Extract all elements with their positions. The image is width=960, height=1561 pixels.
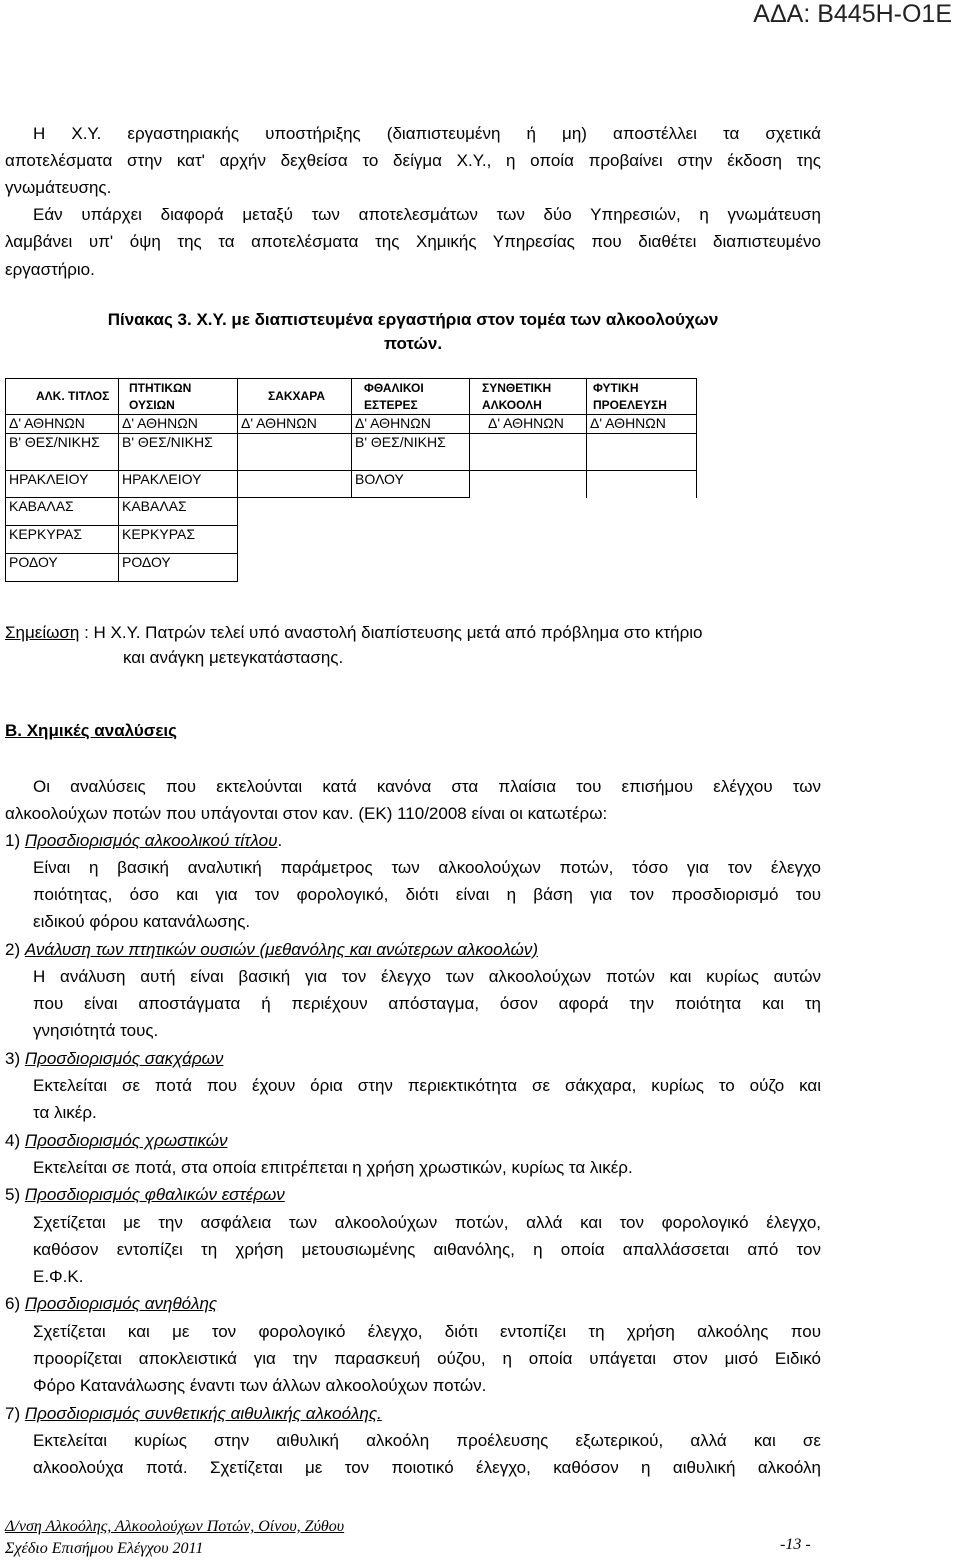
item-2-number: 2): [5, 940, 25, 959]
item-2-title: Ανάλυση των πτητικών ουσιών (μεθανόλης και ανώτερων αλκοολών): [24, 940, 539, 959]
table-cell: ΡΟΔΟΥ: [119, 554, 238, 582]
item-4-heading: [5, 1130, 227, 1151]
intro-line-1: Η Χ.Υ. εργαστηριακής υποστήριξης (διαπιστευμένη ή μη) αποστέλλει τα σχετικά: [33, 124, 821, 143]
table-cell: [587, 498, 697, 526]
table-cell: [470, 554, 587, 582]
table-title-line-2: ποτών.: [383, 334, 443, 353]
item-6-line-2: προορίζεται αποκλειστικά για την παρασκευή ούζου, η οποία υπάγεται στον μισό Ειδικό: [33, 1349, 821, 1368]
item-5-title: Προσδιορισμός φθαλικών εστέρων: [24, 1185, 285, 1204]
item-7-number: 7): [5, 1404, 25, 1423]
item-5-line-2: καθόσον εντοπίζει τη χρήση μετουσιωμένης αιθανόλης, η οποία απαλλάσσεται από τον: [33, 1240, 821, 1259]
item-2-line-1: Η ανάλυση αυτή είναι βασική για τον έλεγχο των αλκοολούχων ποτών και κυρίως αυτών: [33, 967, 821, 986]
item-7-title: Προσδιορισμός συνθετικής αιθυλικής αλκοόλης.: [24, 1404, 382, 1423]
header-alcohol-title: ΑΛΚ. ΤΙΤΛΟΣ: [6, 379, 119, 415]
item-5-heading: [5, 1184, 285, 1205]
table-cell: Β' ΘΕΣ/ΝΙΚΗΣ: [119, 434, 238, 471]
table-cell: [587, 471, 697, 498]
table-cell: [238, 498, 352, 526]
item-2-line-3: γνησιότητά τους.: [33, 1021, 159, 1040]
table-cell: ΡΟΔΟΥ: [6, 554, 119, 582]
item-1-line-1: Είναι η βασική αναλυτική παράμετρος των αλκοολούχων ποτών, τόσο για τον έλεγχο: [33, 858, 821, 877]
intro-line-3: γνωμάτευσης.: [5, 178, 112, 197]
table-row: [6, 498, 697, 526]
item-6-heading: [5, 1293, 217, 1314]
item-7-line-1: Εκτελείται κυρίως στην αιθυλική αλκοόλη προέλευσης εξωτερικού, αλλά και σε: [33, 1431, 821, 1450]
table-cell: ΗΡΑΚΛΕΙΟΥ: [6, 471, 119, 498]
table-cell: Δ' ΑΘΗΝΩΝ: [238, 415, 352, 434]
section-b-title: Β. Χημικές αναλύσεις: [5, 721, 177, 740]
table-row: [6, 554, 697, 582]
item-3-line-1: Εκτελείται σε ποτά που έχουν όρια στην περιεκτικότητα σε σάκχαρα, κυρίως το ούζο και: [33, 1076, 821, 1095]
note-text: : Η Χ.Υ. Πατρών τελεί υπό αναστολή διαπίστευσης μετά από πρόβλημα στο κτήριο: [79, 623, 703, 642]
table-cell: [470, 471, 587, 498]
table-cell: [470, 498, 587, 526]
header-plant-origin: ΦΥΤΙΚΗ ΠΡΟΕΛΕΥΣΗ: [587, 379, 697, 415]
table-cell: [352, 554, 470, 582]
item-1-number: 1): [5, 831, 25, 850]
table-cell: [238, 471, 352, 498]
table-cell: [238, 554, 352, 582]
header-synthetic-alcohol: ΣΥΝΘΕΤΙΚΗ ΑΛΚΟΟΛΗ: [470, 379, 587, 415]
header-volatile-substances: ΠΤΗΤΙΚΩΝ ΟΥΣΙΩΝ: [119, 379, 238, 415]
item-4-line-1: Εκτελείται σε ποτά, στα οποία επιτρέπεται η χρήση χρωστικών, κυρίως τα λικέρ.: [33, 1158, 633, 1177]
item-4-title: Προσδιορισμός χρωστικών: [24, 1131, 228, 1150]
table-cell: ΚΑΒΑΛΑΣ: [119, 498, 238, 526]
table-cell: Δ' ΑΘΗΝΩΝ: [470, 415, 587, 434]
table-title-line-1: Πίνακας 3. Χ.Υ. με διαπιστευμένα εργαστήρια στον τομέα των αλκοολούχων: [107, 310, 719, 329]
item-1-title: Προσδιορισμός αλκοολικού τίτλου: [24, 831, 278, 850]
item-2-heading: [5, 939, 538, 960]
intro-line-5: λαμβάνει υπ' όψη της τα αποτελέσματα της Χημικής Υπηρεσίας που διαθέτει διαπιστευμένο: [5, 232, 821, 251]
table-cell: [587, 554, 697, 582]
item-3-line-2: τα λικέρ.: [33, 1103, 97, 1122]
table-cell: Δ' ΑΘΗΝΩΝ: [6, 415, 119, 434]
table-cell: Δ' ΑΘΗΝΩΝ: [587, 415, 697, 434]
item-6-line-1: Σχετίζεται και με τον φορολογικό έλεγχο, διότι εντοπίζει τη χρήση αλκοόλης που: [33, 1322, 821, 1341]
table-cell: [587, 434, 697, 471]
item-3-heading: [5, 1048, 223, 1069]
item-3-title: Προσδιορισμός σακχάρων: [24, 1049, 224, 1068]
intro-line-2: αποτελέσματα στην κατ' αρχήν δεχθείσα το δείγμα Χ.Υ., η οποία προβαίνει στην έκδοση της: [5, 151, 821, 170]
table-cell: ΚΑΒΑΛΑΣ: [6, 498, 119, 526]
item-7-line-2: αλκοολούχα ποτά. Σχετίζεται με τον ποιοτικό έλεγχο, καθόσον η αιθυλική αλκοόλη: [33, 1458, 821, 1477]
item-5-line-1: Σχετίζεται με την ασφάλεια των αλκοολούχων ποτών, αλλά και τον φορολογικό έλεγχο,: [33, 1213, 821, 1232]
ada-code: ΑΔΑ: Β445Η-Ο1Ε: [753, 0, 952, 28]
footer-department: Δ/νση Αλκοόλης, Αλκοολούχων Ποτών, Οίνου, Ζύθου: [5, 1518, 345, 1535]
table-cell: [470, 526, 587, 554]
header-sugars: ΣΑΚΧΑΡΑ: [238, 379, 352, 415]
item-5-line-3: Ε.Φ.Κ.: [33, 1267, 84, 1286]
section-b-para-line-1: Οι αναλύσεις που εκτελούνται κατά κανόνα στα πλαίσια του επισήμου ελέγχου των: [33, 777, 821, 796]
item-3-number: 3): [5, 1049, 25, 1068]
section-b-para-line-2: αλκοολούχων ποτών που υπάγονται στον καν. (ΕΚ) 110/2008 είναι οι κατωτέρω:: [5, 804, 608, 823]
table-cell: ΚΕΡΚΥΡΑΣ: [119, 526, 238, 554]
item-6-number: 6): [5, 1294, 25, 1313]
table-cell: ΒΟΛΟΥ: [352, 471, 470, 498]
note-line-2: και ανάγκη μετεγκατάστασης.: [123, 648, 344, 667]
table-cell: [587, 526, 697, 554]
table-cell: Β' ΘΕΣ/ΝΙΚΗΣ: [352, 434, 470, 471]
item-5-number: 5): [5, 1185, 25, 1204]
table-cell: Β' ΘΕΣ/ΝΙΚΗΣ: [6, 434, 119, 471]
item-1-line-2: ποιότητας, όσο και για τον φορολογικό, διότι είναι η βάση για τον προσδιορισμό του: [33, 885, 821, 904]
table-cell: [352, 498, 470, 526]
intro-line-4: Εάν υπάρχει διαφορά μεταξύ των αποτελεσμάτων των δύο Υπηρεσιών, η γνωμάτευση: [33, 205, 821, 224]
header-phthalates: ΦΘΑΛΙΚΟΙ ΕΣΤΕΡΕΣ: [352, 379, 470, 415]
table-cell: ΗΡΑΚΛΕΙΟΥ: [119, 471, 238, 498]
table-row: [6, 434, 697, 471]
item-6-title: Προσδιορισμός ανηθόλης: [24, 1294, 218, 1313]
table-cell: [352, 526, 470, 554]
table-row: [6, 415, 697, 434]
table-cell: [470, 434, 587, 471]
table-cell: [238, 526, 352, 554]
table-cell: Δ' ΑΘΗΝΩΝ: [352, 415, 470, 434]
page-number: -13 -: [780, 1536, 811, 1553]
item-1-heading: [5, 830, 282, 851]
note-label: Σημείωση: [5, 623, 80, 642]
item-1-line-3: ειδικού φόρου κατανάλωσης.: [33, 912, 251, 931]
item-2-line-2: που είναι αποστάγματα ή περιέχουν απόσταγμα, όσον αφορά την ποιότητα και τη: [33, 994, 821, 1013]
item-7-heading: [5, 1403, 382, 1424]
footer-plan: Σχέδιο Επισήμου Ελέγχου 2011: [5, 1540, 204, 1557]
item-4-number: 4): [5, 1131, 25, 1150]
table-cell: ΚΕΡΚΥΡΑΣ: [6, 526, 119, 554]
intro-line-6: εργαστήριο.: [5, 260, 95, 279]
item-6-line-3: Φόρο Κατανάλωσης έναντι των άλλων αλκοολούχων ποτών.: [33, 1376, 487, 1395]
table-cell: Δ' ΑΘΗΝΩΝ: [119, 415, 238, 434]
table-cell: [238, 434, 352, 471]
note-line-1: [5, 622, 702, 643]
table-row: [6, 471, 697, 498]
table-header-row: [6, 379, 697, 415]
item-1-tail: .: [277, 831, 283, 850]
labs-table: [5, 378, 697, 582]
table-row: [6, 526, 697, 554]
